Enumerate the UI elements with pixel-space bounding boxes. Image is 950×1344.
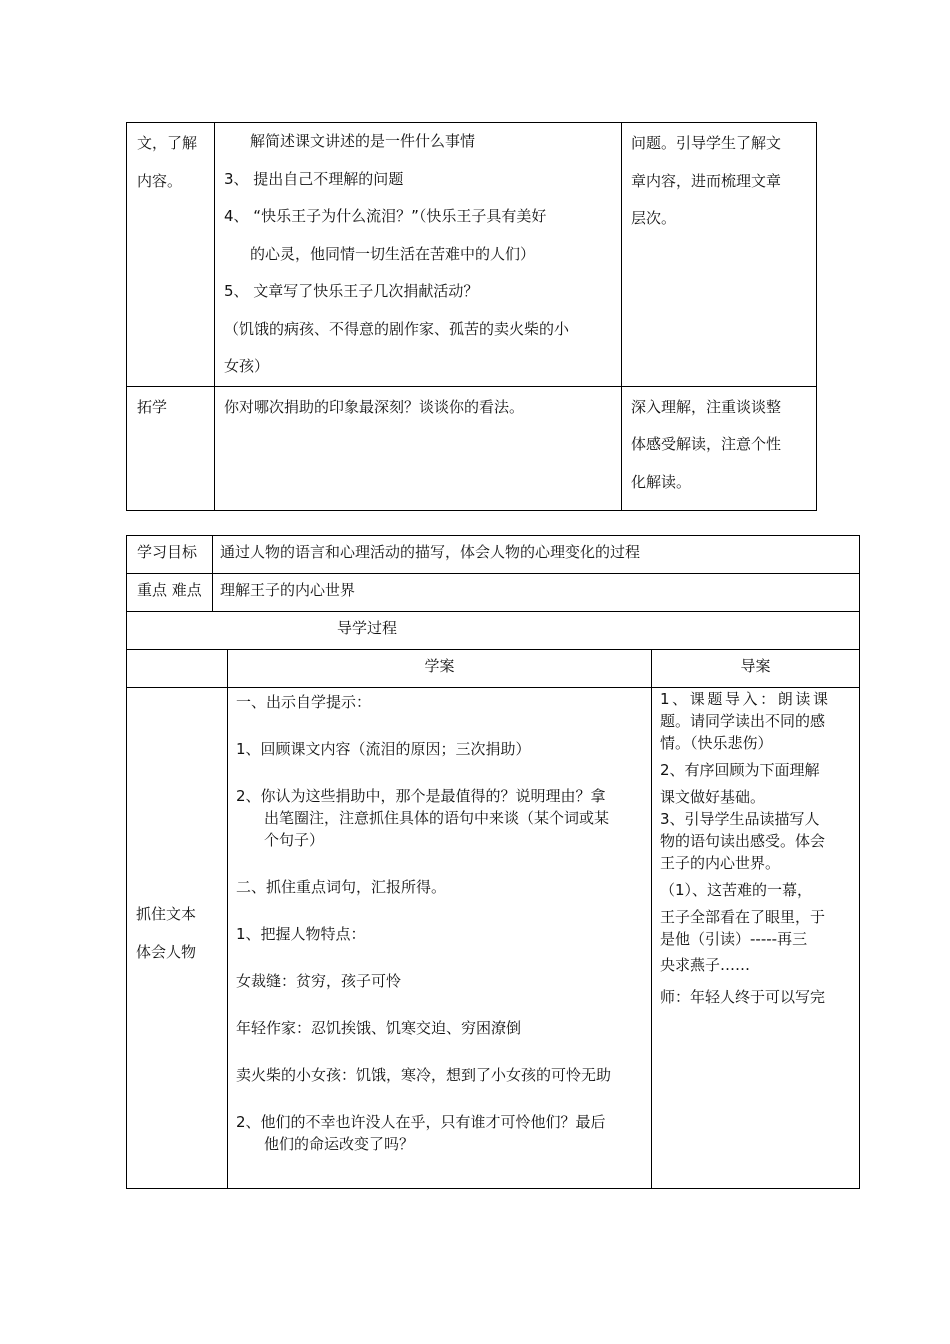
study-line: 年轻作家：忍饥挨饿、饥寒交迫、穷困潦倒 [236,1019,522,1037]
study-line: 1、把握人物特点： [236,925,366,943]
study-line: 出笔圈注，注意抓住具体的语句中来谈（某个词或某 [264,809,610,827]
study-line: 个句子） [264,831,325,849]
activity-cell [215,386,622,510]
guide-line: 央求燕子…… [660,956,751,974]
section-label-line: 体会人物 [136,943,197,961]
study-column-header: 学案 [424,657,455,675]
activity-line: 4、 “快乐王子为什么流泪？”（快乐王子具有美好 [224,207,547,225]
focus-label: 重点 难点 [137,581,202,599]
stage-line: 内容。 [137,171,183,190]
goal-text: 通过人物的语言和心理活动的描写，体会人物的心理变化的过程 [220,543,641,561]
guidance-cell [622,123,817,387]
activity-line: 解简述课文讲述的是一件什么事情 [250,132,476,150]
guide-line: 物的语句读出感受。体会 [660,832,826,850]
guide-cell [652,688,860,1189]
study-cell [228,688,652,1189]
goal-label-cell [127,536,213,574]
activity-line: 3、 提出自己不理解的问题 [224,169,404,188]
study-line: 卖火柴的小女孩：饥饿，寒冷，想到了小女孩的可怜无助 [236,1066,612,1084]
lesson-plan-table [126,535,860,1189]
stage-cell [127,386,215,510]
focus-text-cell [213,574,860,612]
stage-label: 拓学 [137,397,168,416]
study-line: 1、回顾课文内容（流泪的原因；三次捐助） [236,740,531,758]
guide-line: 课文做好基础。 [660,788,766,806]
goal-label: 学习目标 [137,543,198,561]
goal-text-cell [213,536,860,574]
guide-line: 是他（引读）-----再三 [660,930,808,948]
focus-label-cell [127,574,213,612]
stage-line: 文，了解 [137,134,198,152]
study-line: 女裁缝：贫穷，孩子可怜 [236,972,402,990]
study-header-cell [228,650,652,688]
study-line: 2、他们的不幸也许没人在乎，只有谁才可怜他们？最后 [236,1113,606,1131]
activity-line: （饥饿的病孩、不得意的剧作家、孤苦的卖火柴的小 [224,319,570,338]
lesson-table-continued [126,122,817,511]
section-label-line: 抓住文本 [136,905,197,923]
study-line: 一、出示自学提示： [236,693,372,711]
guide-column-header: 导案 [740,657,771,675]
activity-line: 你对哪次捐助的印象最深刻？谈谈你的看法。 [224,397,525,416]
activity-line: 女孩） [224,357,270,375]
guidance-line: 体感受解读，注意个性 [631,435,782,453]
stage-cell [127,123,215,387]
focus-text: 理解王子的内心世界 [220,581,356,599]
guide-header-cell [652,650,860,688]
guide-line: 3、引导学生品读描写人 [660,810,820,828]
guide-line: 师：年轻人终于可以写完 [660,988,826,1006]
activity-line: 的心灵，他同情一切生活在苦难中的人们） [250,244,536,263]
guidance-line: 问题。引导学生了解文 [631,134,782,152]
activity-line: 5、 文章写了快乐王子几次捐献活动？ [224,282,479,300]
section-label-cell [127,688,228,1189]
process-title-cell [127,612,860,650]
guidance-line: 层次。 [631,209,677,227]
study-line: 二、抓住重点词句，汇报所得。 [236,878,447,896]
process-title: 导学过程 [337,619,398,637]
guidance-line: 深入理解，注重谈谈整 [631,397,782,416]
guide-line: 王子的内心世界。 [660,854,781,872]
study-line: 2、你认为这些捐助中，那个是最值得的？说明理由？拿 [236,787,606,805]
activity-cell [215,123,622,387]
guide-line: 王子全部看在了眼里，于 [660,908,826,926]
guide-line: 2、有序回顾为下面理解 [660,761,820,779]
guidance-line: 章内容，进而梳理文章 [631,171,782,190]
guidance-cell [622,386,817,510]
guide-line: 情。（快乐悲伤） [660,734,773,752]
study-line: 他们的命运改变了吗？ [264,1135,415,1153]
blank-header-cell [127,650,228,688]
guide-line: （1）、这苦难的一幕， [660,881,813,899]
guide-line: 题。请同学读出不同的感 [660,712,826,730]
guide-line: 1、课题导入：朗读课 [660,690,831,708]
guidance-line: 化解读。 [631,472,692,491]
